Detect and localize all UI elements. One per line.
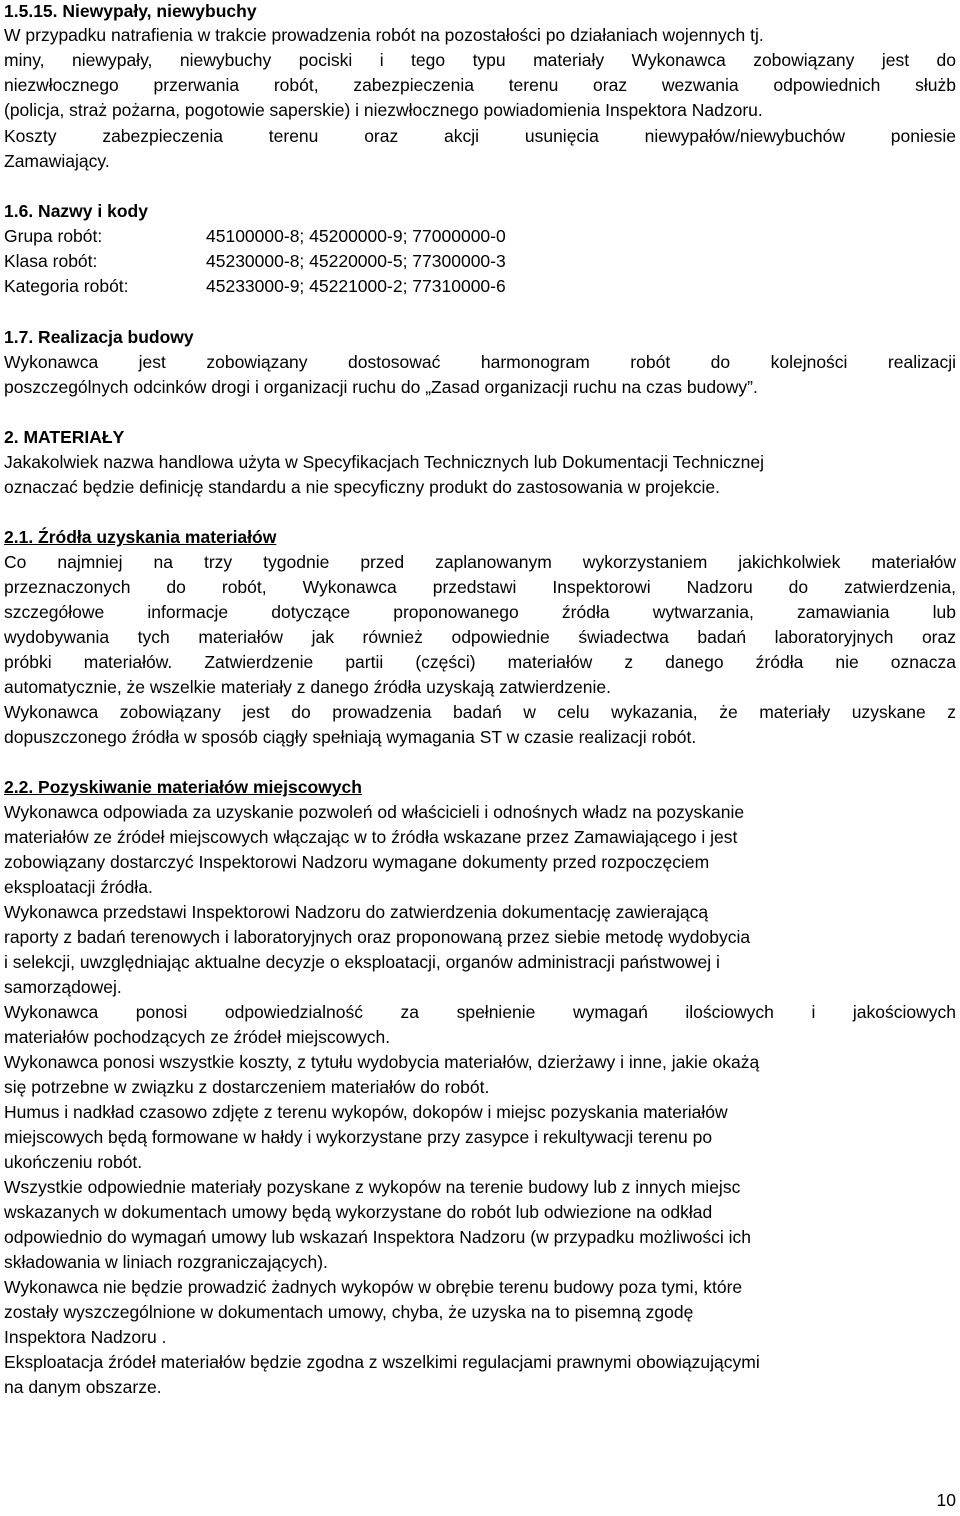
paragraph-line: Koszty zabezpieczenia terenu oraz akcji usunięcia niewypałów/niewybuchów poniesie bbox=[4, 126, 956, 146]
section-heading-2-2: 2.2. Pozyskiwanie materiałów miejscowych bbox=[4, 777, 362, 797]
paragraph-line: miejscowych będą formowane w hałdy i wykorzystane przy zasypce i rekultywacji terenu po bbox=[4, 1127, 713, 1147]
code-value: 45233000-9; 45221000-2; 77310000-6 bbox=[206, 276, 506, 296]
paragraph-line: W przypadku natrafienia w trakcie prowadzenia robót na pozostałości po działaniach wojennych tj. bbox=[4, 25, 764, 45]
paragraph-line: samorządowej. bbox=[4, 977, 122, 997]
code-label: Grupa robót: bbox=[4, 226, 103, 246]
paragraph-line: próbki materiałów. Zatwierdzenie partii (części) materiałów z danego źródła nie oznacza bbox=[4, 652, 956, 672]
paragraph-line: szczegółowe informacje dotyczące proponowanego źródła wytwarzania, zamawiania lub bbox=[4, 602, 956, 622]
paragraph-line: automatycznie, że wszelkie materiały z danego źródła uzyskają zatwierdzenie. bbox=[4, 677, 611, 697]
paragraph-line: Jakakolwiek nazwa handlowa użyta w Specyfikacjach Technicznych lub Dokumentacji Technicznej bbox=[4, 452, 765, 472]
paragraph-line: niezwłocznego przerwania robót, zabezpieczenia terenu oraz wezwania odpowiednich służb bbox=[4, 75, 956, 95]
paragraph-line: Co najmniej na trzy tygodnie przed zaplanowanym wykorzystaniem jakichkolwiek materiałów bbox=[4, 552, 956, 572]
paragraph-line: Wykonawca ponosi odpowiedzialność za spełnienie wymagań ilościowych i jakościowych bbox=[4, 1002, 956, 1022]
section-heading-2-1: 2.1. Źródła uzyskania materiałów bbox=[4, 527, 277, 547]
paragraph-line: eksploatacji źródła. bbox=[4, 877, 153, 897]
section-heading-1-7: 1.7. Realizacja budowy bbox=[4, 327, 194, 347]
code-value: 45230000-8; 45220000-5; 77300000-3 bbox=[206, 251, 506, 271]
paragraph-line: Wykonawca jest zobowiązany dostosować harmonogram robót do kolejności realizacji bbox=[4, 352, 956, 372]
paragraph-line: przeznaczonych do robót, Wykonawca przedstawi Inspektorowi Nadzoru do zatwierdzenia, bbox=[4, 577, 956, 597]
paragraph-line: materiałów pochodzących ze źródeł miejscowych. bbox=[4, 1027, 391, 1047]
paragraph-line: ukończeniu robót. bbox=[4, 1152, 143, 1172]
paragraph-line: wskazanych w dokumentach umowy będą wykorzystane do robót lub odwiezione na odkład bbox=[4, 1202, 713, 1222]
code-label: Kategoria robót: bbox=[4, 276, 129, 296]
code-value: 45100000-8; 45200000-9; 77000000-0 bbox=[206, 226, 506, 246]
paragraph-line: Wykonawca zobowiązany jest do prowadzenia badań w celu wykazania, że materiały uzyskane z bbox=[4, 702, 956, 722]
paragraph-line: miny, niewypały, niewybuchy pociski i tego typu materiały Wykonawca zobowiązany jest do bbox=[4, 50, 956, 70]
paragraph-line: raporty z badań terenowych i laboratoryjnych oraz proponowaną przez siebie metodę wydobycia bbox=[4, 927, 751, 947]
paragraph-line: Wykonawca nie będzie prowadzić żadnych wykopów w obrębie terenu budowy poza tymi, które bbox=[4, 1277, 743, 1297]
paragraph-line: zostały wyszczególnione w dokumentach umowy, chyba, że uzyska na to pisemną zgodę bbox=[4, 1302, 694, 1322]
paragraph-line: Eksploatacja źródeł materiałów będzie zgodna z wszelkimi regulacjami prawnymi obowiązującymi bbox=[4, 1352, 760, 1372]
code-label: Klasa robót: bbox=[4, 251, 98, 271]
paragraph-line: poszczególnych odcinków drogi i organizacji ruchu do „Zasad organizacji ruchu na czas budowy”. bbox=[4, 377, 758, 397]
paragraph-line: (policja, straż pożarna, pogotowie saperskie) i niezwłocznego powiadomienia Inspektora Nadzoru. bbox=[4, 100, 763, 120]
paragraph-line: materiałów ze źródeł miejscowych włączając w to źródła wskazane przez Zamawiającego i jest bbox=[4, 827, 738, 847]
paragraph-line: oznaczać będzie definicję standardu a nie specyficzny produkt do zastosowania w projekcie. bbox=[4, 477, 720, 497]
section-heading-1-5-15: 1.5.15. Niewypały, niewybuchy bbox=[4, 1, 257, 21]
paragraph-line: Inspektora Nadzoru . bbox=[4, 1327, 167, 1347]
paragraph-line: i selekcji, uwzględniając aktualne decyzje o eksploatacji, organów administracji państwowej i bbox=[4, 952, 720, 972]
paragraph-line: odpowiednio do wymagań umowy lub wskazań Inspektora Nadzoru (w przypadku możliwości ich bbox=[4, 1227, 752, 1247]
paragraph-line: dopuszczonego źródła w sposób ciągły spełniają wymagania ST w czasie realizacji robót. bbox=[4, 727, 697, 747]
paragraph-line: Wykonawca ponosi wszystkie koszty, z tytułu wydobycia materiałów, dzierżawy i inne, jakie okażą bbox=[4, 1052, 760, 1072]
section-heading-1-6: 1.6. Nazwy i kody bbox=[4, 201, 148, 221]
paragraph-line: Wykonawca odpowiada za uzyskanie pozwoleń od właścicieli i odnośnych władz na pozyskanie bbox=[4, 802, 745, 822]
paragraph-line: Zamawiający. bbox=[4, 151, 110, 171]
paragraph-line: składowania w liniach rozgraniczających). bbox=[4, 1252, 328, 1272]
paragraph-line: Humus i nadkład czasowo zdjęte z terenu wykopów, dokopów i miejsc pozyskania materiałów bbox=[4, 1102, 728, 1122]
paragraph-line: zobowiązany dostarczyć Inspektorowi Nadzoru wymagane dokumenty przed rozpoczęciem bbox=[4, 852, 710, 872]
section-heading-2: 2. MATERIAŁY bbox=[4, 427, 125, 447]
paragraph-line: się potrzebne w związku z dostarczeniem materiałów do robót. bbox=[4, 1077, 490, 1097]
paragraph-line: Wszystkie odpowiednie materiały pozyskane z wykopów na terenie budowy lub z innych miejsc bbox=[4, 1177, 741, 1197]
paragraph-line: Wykonawca przedstawi Inspektorowi Nadzoru do zatwierdzenia dokumentację zawierającą bbox=[4, 902, 709, 922]
paragraph-line: wydobywania tych materiałów jak również odpowiednie świadectwa badań laboratoryjnych oraz bbox=[4, 627, 956, 647]
paragraph-line: na danym obszarze. bbox=[4, 1377, 162, 1397]
page-number: 10 bbox=[936, 1490, 956, 1510]
